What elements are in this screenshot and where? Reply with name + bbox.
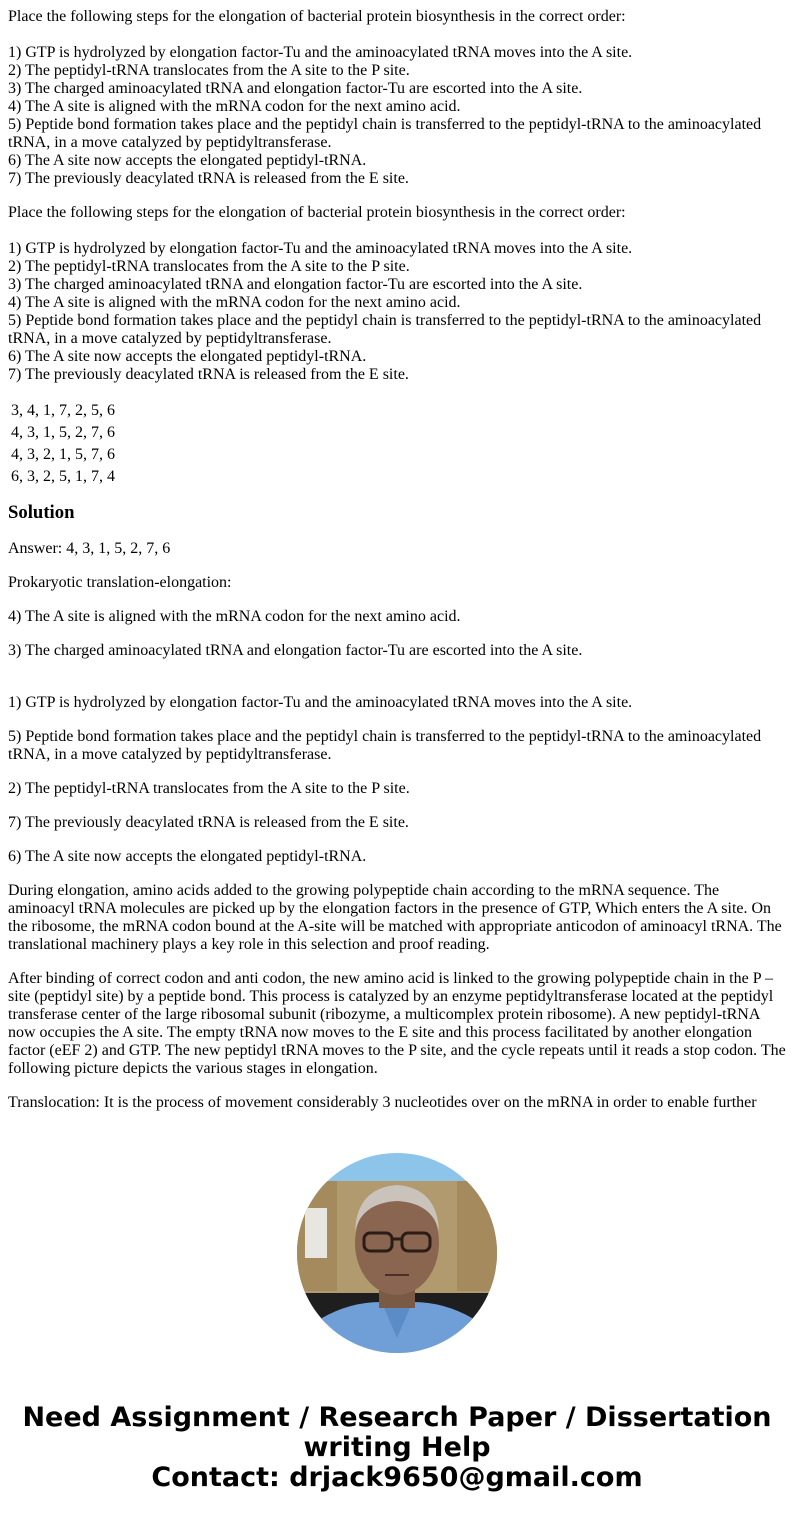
question-step: 4) The A site is aligned with the mRNA codon for the next amino acid. bbox=[8, 98, 461, 115]
answer-option-b: 4, 3, 1, 5, 2, 7, 6 bbox=[11, 424, 115, 441]
question-step: 2) The peptidyl-tRNA translocates from the A site to the P site. bbox=[8, 258, 410, 275]
answer-options bbox=[8, 402, 786, 486]
solution-heading: Solution bbox=[8, 502, 75, 523]
solution-paragraph-truncated: Translocation: It is the process of movement considerably 3 nucleotides over on the mRNA in order to enable further bbox=[8, 1094, 757, 1111]
banner-line-1: Need Assignment / Research Paper / Dissertation bbox=[22, 1402, 772, 1433]
answer-option-a: 3, 4, 1, 7, 2, 5, 6 bbox=[11, 402, 115, 419]
answer-option-c: 4, 3, 2, 1, 5, 7, 6 bbox=[11, 446, 115, 463]
solution-paragraph: After binding of correct codon and anti codon, the new amino acid is linked to the growing polypeptide chain in the P – site (peptidyl site) by a peptide bond. This process is catalyzed by an enzyme peptidyltransferase located at the peptidyl transferase center of the large ribosomal subunit (ribozyme, a multicomplex protein ribosome). A new peptidyl-tRNA now occupies the A site. The empty tRNA now moves to the E site and this process facilitated by another elongation factor (eEF 2) and GTP. The new peptidyl tRNA moves to the P site, and the cycle repeats until it reads a stop codon. The following picture depicts the various stages in elongation. bbox=[8, 970, 786, 1077]
question-step: 1) GTP is hydrolyzed by elongation factor-Tu and the aminoacylated tRNA moves into the A site. bbox=[8, 240, 633, 257]
solution-answer: Answer: 4, 3, 1, 5, 2, 7, 6 bbox=[8, 540, 171, 557]
answer-option-d: 6, 3, 2, 5, 1, 7, 4 bbox=[11, 468, 115, 485]
solution-step: 3) The charged aminoacylated tRNA and elongation factor-Tu are escorted into the A site. bbox=[8, 642, 583, 659]
banner-line-2: writing Help bbox=[303, 1432, 491, 1463]
solution-step: 1) GTP is hydrolyzed by elongation factor-Tu and the aminoacylated tRNA moves into the A site. bbox=[8, 694, 633, 711]
solution-step: 2) The peptidyl-tRNA translocates from the A site to the P site. bbox=[8, 780, 410, 797]
question-step: 4) The A site is aligned with the mRNA codon for the next amino acid. bbox=[8, 294, 461, 311]
contact-banner bbox=[0, 1403, 794, 1493]
question-step: 5) Peptide bond formation takes place and the peptidyl chain is transferred to the peptidyl-tRNA to the aminoacylated tRNA, in a move catalyzed by peptidyltransferase. bbox=[8, 312, 762, 347]
question-step: 6) The A site now accepts the elongated peptidyl-tRNA. bbox=[8, 348, 367, 365]
solution-step: 5) Peptide bond formation takes place and the peptidyl chain is transferred to the peptidyl-tRNA to the aminoacylated tRNA, in a move catalyzed by peptidyltransferase. bbox=[8, 728, 762, 763]
solution-paragraph: During elongation, amino acids added to the growing polypeptide chain according to the mRNA sequence. The aminoacyl tRNA molecules are picked up by the elongation factors in the presence of GTP, Which enters the A site. On the ribosome, the mRNA codon bound at the A-site will be matched with appropriate anticodon of aminoacyl tRNA. The translational machinery plays a key role in this selection and proof reading. bbox=[8, 882, 782, 953]
question-block-1 bbox=[8, 8, 786, 188]
banner-contact-email: Contact: drjack9650@gmail.com bbox=[151, 1462, 643, 1493]
question-step: 7) The previously deacylated tRNA is released from the E site. bbox=[8, 170, 409, 187]
portrait-image bbox=[297, 1153, 497, 1353]
question-step: 5) Peptide bond formation takes place and the peptidyl chain is transferred to the peptidyl-tRNA to the aminoacylated tRNA, in a move catalyzed by peptidyltransferase. bbox=[8, 116, 762, 151]
document-content bbox=[8, 0, 786, 1122]
solution-intro: Prokaryotic translation-elongation: bbox=[8, 574, 232, 591]
question-block-2 bbox=[8, 204, 786, 384]
author-photo bbox=[297, 1153, 497, 1353]
question-step: 3) The charged aminoacylated tRNA and elongation factor-Tu are escorted into the A site. bbox=[8, 80, 583, 97]
question-title: Place the following steps for the elongation of bacterial protein biosynthesis in the correct order: bbox=[8, 204, 626, 221]
question-title: Place the following steps for the elongation of bacterial protein biosynthesis in the correct order: bbox=[8, 8, 626, 25]
question-step: 6) The A site now accepts the elongated peptidyl-tRNA. bbox=[8, 152, 367, 169]
solution-step: 7) The previously deacylated tRNA is released from the E site. bbox=[8, 814, 409, 831]
question-step: 3) The charged aminoacylated tRNA and elongation factor-Tu are escorted into the A site. bbox=[8, 276, 583, 293]
question-step: 2) The peptidyl-tRNA translocates from the A site to the P site. bbox=[8, 62, 410, 79]
solution-step: 4) The A site is aligned with the mRNA codon for the next amino acid. bbox=[8, 608, 461, 625]
solution-step: 6) The A site now accepts the elongated peptidyl-tRNA. bbox=[8, 848, 367, 865]
question-step: 7) The previously deacylated tRNA is released from the E site. bbox=[8, 366, 409, 383]
question-step: 1) GTP is hydrolyzed by elongation factor-Tu and the aminoacylated tRNA moves into the A site. bbox=[8, 44, 633, 61]
